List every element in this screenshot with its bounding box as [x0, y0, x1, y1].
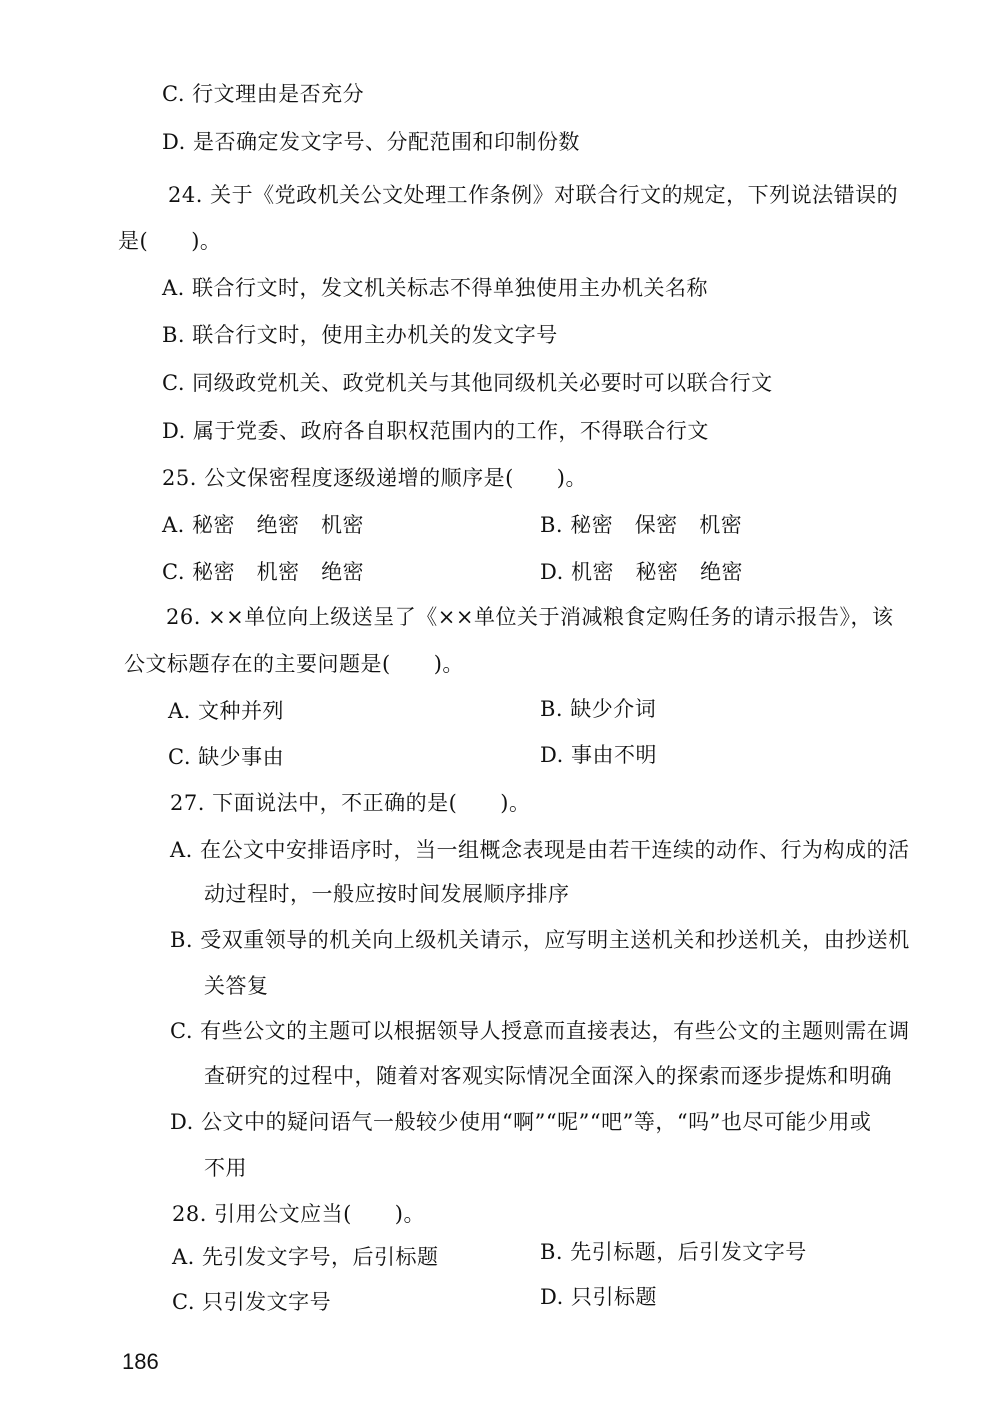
q26-option-a: A. 文种并列 [168, 699, 285, 723]
q26-option-b: B. 缺少介词 [540, 697, 657, 721]
q28-option-a: A. 先引发文字号，后引标题 [172, 1245, 439, 1269]
page-number: 186 [122, 1349, 159, 1374]
q25-stem: 25. 公文保密程度逐级递增的顺序是( )。 [162, 466, 587, 490]
q25-option-b: B. 秘密 保密 机密 [540, 513, 743, 537]
q26-stem-line1: 26. ××单位向上级送呈了《××单位关于消减粮食定购任务的请示报告》，该 [166, 605, 894, 629]
q24-option-b: B. 联合行文时，使用主办机关的发文字号 [162, 323, 558, 347]
q27-option-a-line1: A. 在公文中安排语序时，当一组概念表现是由若干连续的动作、行为构成的活 [170, 838, 910, 862]
q28-option-d: D. 只引标题 [540, 1285, 657, 1309]
q23-option-d: D. 是否确定发文字号、分配范围和印制份数 [162, 130, 580, 154]
q26-stem-line2: 公文标题存在的主要问题是( )。 [124, 652, 464, 676]
q25-option-d: D. 机密 秘密 绝密 [540, 560, 743, 584]
q27-option-b-line1: B. 受双重领导的机关向上级机关请示，应写明主送机关和抄送机关，由抄送机 [170, 928, 910, 952]
q24-option-c: C. 同级政党机关、政党机关与其他同级机关必要时可以联合行文 [162, 371, 773, 395]
q27-stem: 27. 下面说法中，不正确的是( )。 [170, 791, 531, 815]
q27-option-c-line1: C. 有些公文的主题可以根据领导人授意而直接表达，有些公文的主题则需在调 [170, 1019, 910, 1043]
q24-stem-line1: 24. 关于《党政机关公文处理工作条例》对联合行文的规定，下列说法错误的 [168, 183, 899, 207]
q23-option-c: C. 行文理由是否充分 [162, 82, 365, 106]
q27-option-d-line2: 不用 [204, 1156, 247, 1180]
q25-option-c: C. 秘密 机密 绝密 [162, 560, 365, 584]
q27-option-b-line2: 关答复 [204, 974, 269, 998]
q28-option-b: B. 先引标题，后引发文字号 [540, 1240, 807, 1264]
q25-option-a: A. 秘密 绝密 机密 [162, 513, 365, 537]
q27-option-c-line2: 查研究的过程中，随着对客观实际情况全面深入的探索而逐步提炼和明确 [204, 1064, 892, 1088]
q27-option-a-line2: 动过程时，一般应按时间发展顺序排序 [204, 882, 570, 906]
q26-option-c: C. 缺少事由 [168, 745, 285, 769]
q24-stem-line2: 是( )。 [118, 229, 222, 253]
q28-stem: 28. 引用公文应当( )。 [172, 1202, 425, 1226]
q27-option-d-line1: D. 公文中的疑问语气一般较少使用“啊”“呢”“吧”等，“吗”也尽可能少用或 [170, 1110, 872, 1134]
q26-option-d: D. 事由不明 [540, 743, 657, 767]
q24-option-a: A. 联合行文时，发文机关标志不得单独使用主办机关名称 [162, 276, 709, 300]
q28-option-c: C. 只引发文字号 [172, 1290, 332, 1314]
q24-option-d: D. 属于党委、政府各自职权范围内的工作，不得联合行文 [162, 419, 709, 443]
